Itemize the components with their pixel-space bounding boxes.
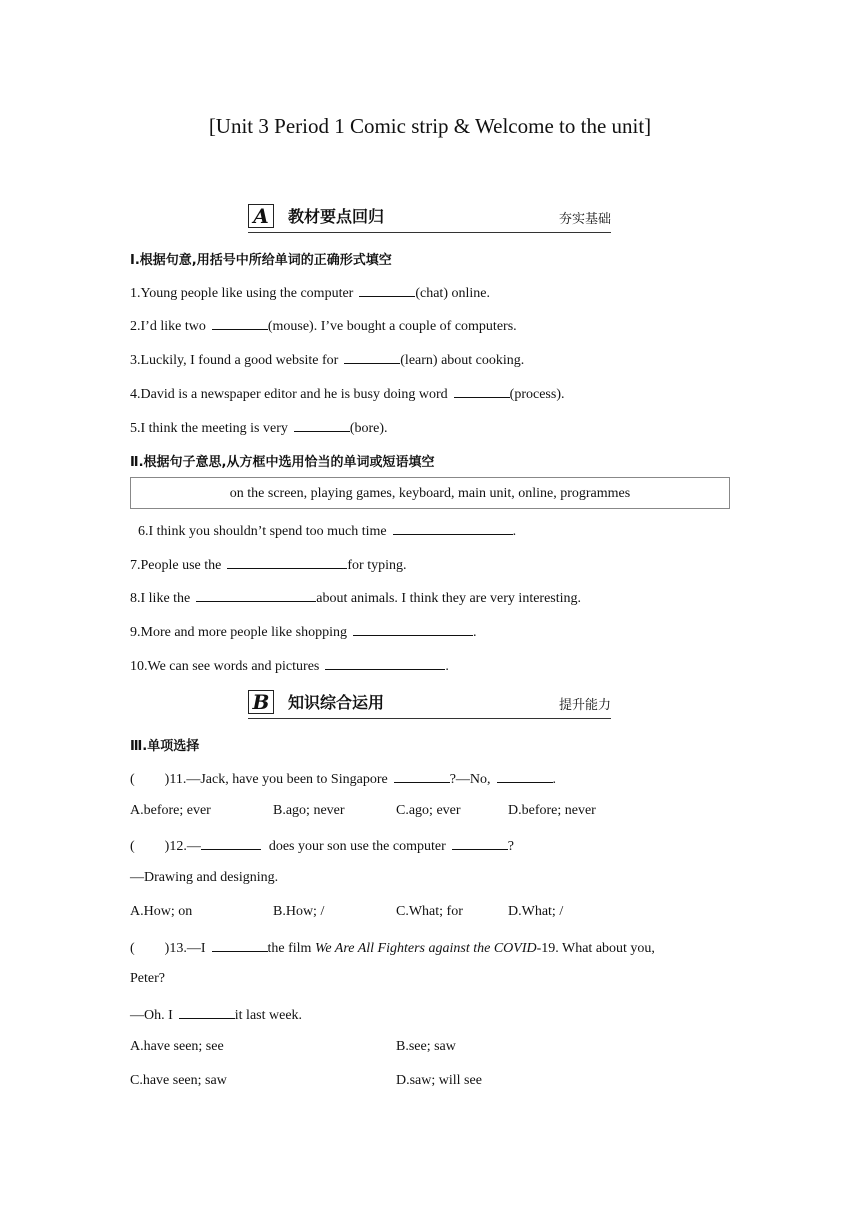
section-a-banner bbox=[248, 202, 611, 233]
part3-heading: Ⅲ.单项选择 bbox=[130, 739, 200, 754]
section-b-title: 知识综合运用 bbox=[288, 693, 385, 712]
question-2: 2.I’d like two (mouse). I’ve bought a couple of computers. bbox=[130, 316, 517, 335]
question-9: 9.More and more people like shopping . bbox=[130, 622, 476, 641]
part2-heading: Ⅱ.根据句子意思,从方框中选用恰当的单词或短语填空 bbox=[130, 455, 435, 470]
answer-blank[interactable] bbox=[353, 622, 473, 636]
question-5: 5.I think the meeting is very (bore). bbox=[130, 418, 388, 437]
question-12: ( )12.— does your son use the computer ? bbox=[130, 836, 514, 855]
question-11: ( )11.—Jack, have you been to Singapore ?—No, . bbox=[130, 769, 556, 788]
answer-blank[interactable] bbox=[294, 418, 350, 432]
option-b[interactable]: B.ago; never bbox=[273, 803, 345, 818]
option-d[interactable]: D.saw; will see bbox=[396, 1073, 482, 1088]
answer-blank[interactable] bbox=[227, 555, 347, 569]
answer-blank[interactable] bbox=[201, 836, 261, 850]
film-title: We Are All Fighters against the COVID bbox=[314, 941, 537, 956]
answer-blank[interactable] bbox=[179, 1005, 235, 1019]
word-box: on the screen, playing games, keyboard, main unit, online, programmes bbox=[130, 477, 730, 509]
part1-heading: Ⅰ.根据句意,用括号中所给单词的正确形式填空 bbox=[130, 253, 392, 268]
answer-blank[interactable] bbox=[393, 521, 513, 535]
option-d[interactable]: D.What; / bbox=[508, 904, 564, 919]
section-b-subtitle: 提升能力 bbox=[558, 698, 611, 713]
option-a[interactable]: A.before; ever bbox=[130, 803, 211, 818]
answer-blank[interactable] bbox=[452, 836, 508, 850]
answer-blank[interactable] bbox=[497, 769, 553, 783]
answer-blank[interactable] bbox=[344, 350, 400, 364]
answer-blank[interactable] bbox=[212, 938, 268, 952]
question-8: 8.I like the about animals. I think they are very interesting. bbox=[130, 588, 581, 607]
answer-blank[interactable] bbox=[454, 384, 510, 398]
option-a[interactable]: A.How; on bbox=[130, 904, 193, 919]
question-13-continued: Peter? bbox=[130, 971, 165, 986]
question-1: 1.Young people like using the computer (chat) online. bbox=[130, 283, 490, 302]
section-a-title: 教材要点回归 bbox=[288, 207, 385, 226]
section-b-badge: B bbox=[248, 690, 274, 714]
option-a[interactable]: A.have seen; see bbox=[130, 1039, 224, 1054]
question-7: 7.People use the for typing. bbox=[130, 555, 406, 574]
option-c[interactable]: C.What; for bbox=[396, 904, 463, 919]
question-13: ( )13.—I the film We Are All Fighters against the COVID-19. What about you, bbox=[130, 938, 655, 957]
option-c[interactable]: C.ago; ever bbox=[396, 803, 461, 818]
section-a-subtitle: 夯实基础 bbox=[558, 212, 611, 227]
option-b[interactable]: B.How; / bbox=[273, 904, 325, 919]
section-b-banner bbox=[248, 688, 611, 719]
page-title: [Unit 3 Period 1 Comic strip & Welcome to the unit] bbox=[208, 114, 652, 138]
option-c[interactable]: C.have seen; saw bbox=[130, 1073, 227, 1088]
option-b[interactable]: B.see; saw bbox=[396, 1039, 456, 1054]
answer-blank[interactable] bbox=[212, 316, 268, 330]
answer-line-13: —Oh. I it last week. bbox=[130, 1005, 302, 1024]
answer-blank[interactable] bbox=[196, 588, 316, 602]
answer-line-12: —Drawing and designing. bbox=[130, 870, 279, 885]
answer-blank[interactable] bbox=[394, 769, 450, 783]
question-6: 6.I think you shouldn’t spend too much time . bbox=[138, 521, 516, 540]
question-4: 4.David is a newspaper editor and he is busy doing word (process). bbox=[130, 384, 564, 403]
section-a-badge: A bbox=[248, 204, 274, 228]
question-10: 10.We can see words and pictures . bbox=[130, 656, 449, 675]
question-3: 3.Luckily, I found a good website for (learn) about cooking. bbox=[130, 350, 524, 369]
option-d[interactable]: D.before; never bbox=[508, 803, 596, 818]
answer-blank[interactable] bbox=[359, 283, 415, 297]
answer-blank[interactable] bbox=[325, 656, 445, 670]
